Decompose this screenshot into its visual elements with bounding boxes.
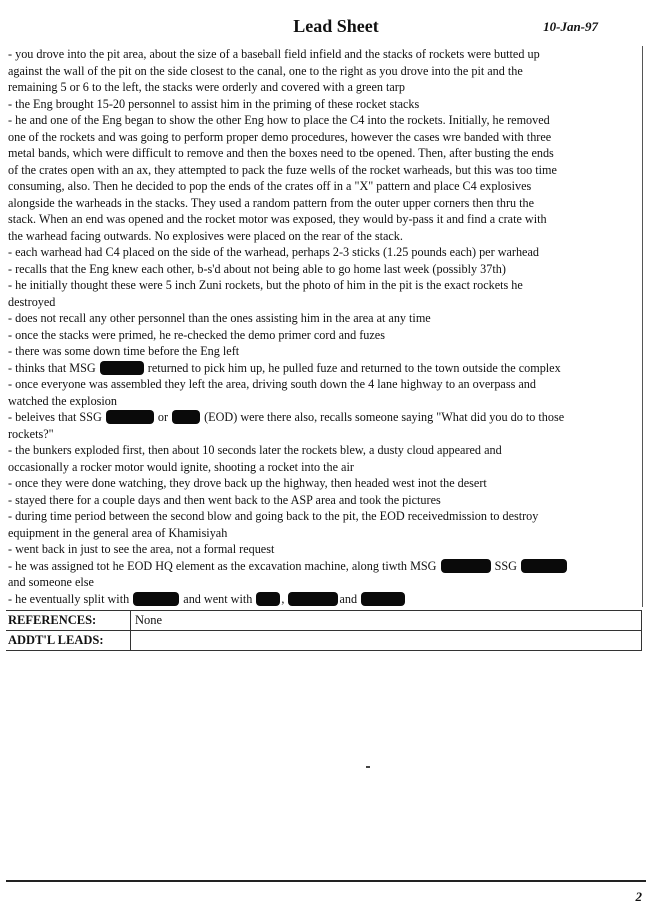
addtl-leads-value [131,631,642,650]
note-line: - he initially thought these were 5 inch Zuni rockets, but the photo of him in the pit is the exact rockets he [8,278,523,292]
note-line: - does not recall any other personnel than the ones assisting him in the area at any time [8,311,431,325]
note-line: - once the stacks were primed, he re-checked the demo primer cord and fuzes [8,327,385,342]
references-label: REFERENCES: [6,611,131,630]
note-line: - during time period between the second blow and going back to the pit, the EOD receivedmission to destroy [8,509,539,523]
msg-line-end: returned to pick him up, he pulled fuze and returned to the town outside the complex [147,360,561,375]
note-line: metal bands, which were difficult to remove and then the boxes need to tbe opened. Then, after busting the ends [8,146,554,160]
page-title: Lead Sheet [293,16,379,36]
ssg-line-start: - beleives that SSG [8,410,102,424]
split-line-start: - he eventually split with [8,591,130,606]
assigned-line-start: - he was assigned tot he EOD HQ element as the excavation machine, along tiwth MSG [8,558,437,573]
msg-line-start: - thinks that MSG [8,360,96,375]
note-line: occasionally a rocker motor would ignite, shooting a rocket into the air [8,459,354,474]
note-line-msg [6,360,642,377]
note-line: - the bunkers exploded first, then about 10 seconds later the rockets blew, a dusty cloud appeared and [8,443,502,457]
note-line: alongside the warheads in the stacks. They used a random pattern from the outer upper corners then thru the [8,195,535,210]
note-line: stack. When an end was opened and the rocket motor was exposed, they would by-pass it and find a crate with [8,212,547,226]
redaction-bar [441,559,491,573]
split-line-and: and [339,591,358,606]
note-line: - there was some down time before the Eng left [8,344,240,358]
note-line: equipment in the general area of Khamisiyah [8,525,228,540]
note-line: - once everyone was assembled they left the area, driving south down the 4 lane highway to an overpass and [8,377,536,391]
redaction-bar [100,361,144,375]
addtl-leads-row [6,631,642,651]
note-line: - he and one of the Eng began to show the other Eng how to place the C4 into the rockets. Initially, he removed [8,113,550,127]
redaction-bar [133,592,179,606]
note-line: consuming, also. Then he decided to pop the ends of the crates off in a "X" pattern and place C4 explosives [8,179,532,193]
references-row [6,611,642,631]
note-line: and someone else [8,575,94,589]
redaction-bar [172,410,200,424]
note-line-split [6,591,642,608]
ssg-line-or: or [157,410,169,424]
note-line: of the crates open with an ax, they attempted to pack the fuze wells of the rocket warheads, but this was too time [8,162,557,177]
note-line: - went back in just to see the area, not a formal request [8,542,275,556]
assigned-line-ssg: SSG [494,558,517,573]
note-line: - once they were done watching, they drove back up the highway, then headed west inot the desert [8,476,487,490]
split-line-comma: , [281,591,285,606]
note-line-ssg [6,409,642,426]
note-line: - recalls that the Eng knew each other, b-s'd about not being able to go home last week (possibly 37th) [8,261,506,276]
addtl-leads-label: ADDT'L LEADS: [6,631,131,650]
references-value: None [131,611,642,630]
footer-divider [6,880,646,882]
note-line: watched the explosion [8,393,117,408]
lead-notes-body [6,46,643,607]
redaction-bar [256,592,280,606]
note-line-assigned [6,558,642,575]
split-line-went: and went with [183,591,253,606]
redaction-bar [106,410,154,424]
scan-speck [366,766,370,768]
references-table [6,610,642,651]
note-line: destroyed [8,294,56,309]
redaction-bar [521,559,567,573]
ssg-line-end: (EOD) were there also, recalls someone saying "What did you do to those [204,410,565,424]
note-line: - stayed there for a couple days and then went back to the ASP area and took the pictures [8,492,441,507]
note-line: one of the rockets and was going to perform proper demo procedures, however the cases wre banded with three [8,129,552,144]
note-line: - the Eng brought 15-20 personnel to assist him in the priming of these rocket stacks [8,96,420,111]
redaction-bar [288,592,338,606]
note-line: remaining 5 or 6 to the left, the stacks were orderly and covered with a green tarp [8,80,405,94]
note-line: rockets?" [8,426,54,441]
redaction-bar [361,592,405,606]
note-line: - you drove into the pit area, about the size of a baseball field infield and the stacks of rockets were butted up [8,47,540,61]
document-date: 10-Jan-97 [543,19,598,34]
page-number: 2 [635,889,642,904]
note-line: the warhead facing outwards. No explosives were placed on the rear of the stack. [8,228,403,243]
note-line: against the wall of the pit on the side closest to the canal, one to the right as you drove into the pit and the [8,63,523,78]
note-line: - each warhead had C4 placed on the side of the warhead, perhaps 2-3 sticks (1.25 pounds each) per warhead [8,245,539,259]
